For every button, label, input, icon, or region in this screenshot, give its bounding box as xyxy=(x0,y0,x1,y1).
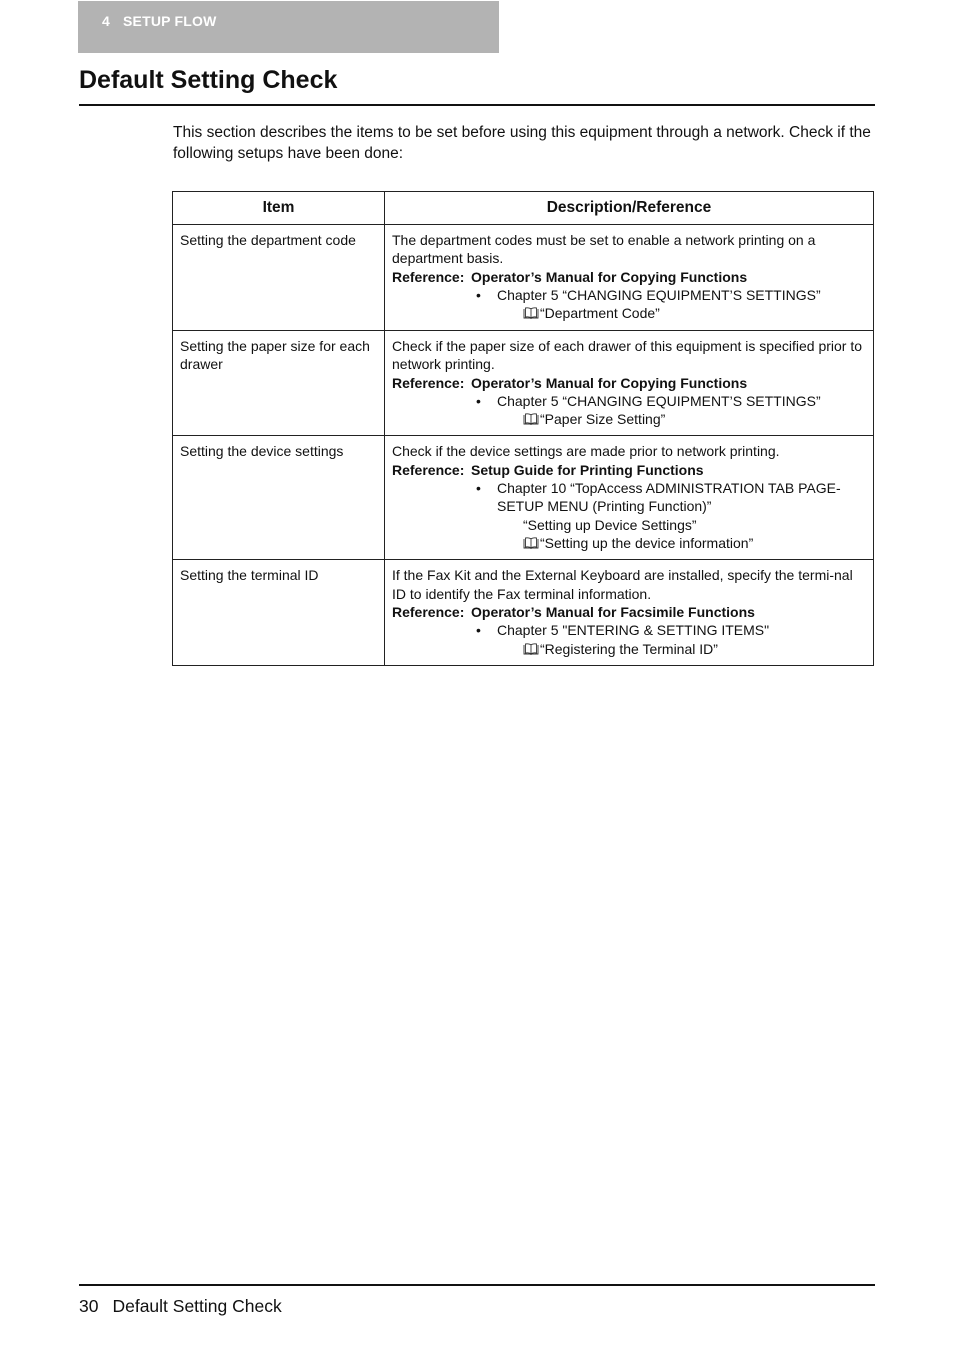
reference-section-title: “Paper Size Setting” xyxy=(540,411,666,428)
reference-section xyxy=(392,410,865,428)
reference-label: Reference: xyxy=(392,374,465,391)
row-description-cell xyxy=(385,436,874,560)
bullet-icon: • xyxy=(476,480,481,497)
book-icon xyxy=(523,643,539,655)
bullet-icon: • xyxy=(476,622,481,639)
table-row-terminal-id xyxy=(173,560,874,665)
intro-paragraph: This section describes the items to be set before using this equipment through a network. Check if the following setups have been done: xyxy=(173,124,871,162)
reference-section xyxy=(392,640,865,658)
reference-bullet xyxy=(392,479,865,516)
reference-line xyxy=(392,268,865,286)
page-title: Default Setting Check xyxy=(79,66,338,94)
reference-label: Reference: xyxy=(392,604,465,621)
row-item: Setting the device settings xyxy=(173,436,385,560)
reference-bullet xyxy=(392,286,865,304)
reference-subsection-title: “Setting up Device Settings” xyxy=(523,516,697,533)
reference-section xyxy=(392,534,865,552)
row-description: Check if the paper size of each drawer of this equipment is specified prior to network printing. xyxy=(392,338,863,373)
reference-section-title: “Department Code” xyxy=(540,305,660,322)
reference-section-title: “Setting up the device information” xyxy=(540,534,754,551)
reference-manual: Setup Guide for Printing Functions xyxy=(471,461,704,478)
row-description-cell xyxy=(385,225,874,331)
book-icon xyxy=(523,307,539,319)
reference-label: Reference: xyxy=(392,268,465,285)
reference-section-title: “Registering the Terminal ID” xyxy=(540,640,718,657)
reference-manual: Operator’s Manual for Facsimile Functions xyxy=(471,604,755,621)
page-footer xyxy=(79,1296,282,1317)
chapter-header-tab xyxy=(78,1,499,53)
table-row-paper-size xyxy=(173,331,874,436)
settings-table xyxy=(172,191,874,666)
reference-label: Reference: xyxy=(392,461,465,478)
reference-chapter: Chapter 5 "ENTERING & SETTING ITEMS" xyxy=(497,622,770,639)
reference-chapter: Chapter 5 “CHANGING EQUIPMENT’S SETTINGS” xyxy=(497,392,821,409)
row-description: Check if the device settings are made prior to network printing. xyxy=(392,443,780,460)
reference-bullet xyxy=(392,392,865,410)
row-description: The department codes must be set to enable a network printing on a department basis. xyxy=(392,232,816,267)
reference-line xyxy=(392,461,865,479)
header-description: Description/Reference xyxy=(385,192,874,225)
title-divider xyxy=(79,104,875,106)
reference-section xyxy=(392,304,865,322)
row-item: Setting the paper size for each drawer xyxy=(173,331,385,436)
bullet-icon: • xyxy=(476,392,481,409)
footer-section-title: Default Setting Check xyxy=(112,1296,282,1316)
reference-subsection xyxy=(392,516,865,534)
reference-line xyxy=(392,603,865,621)
reference-line xyxy=(392,374,865,392)
row-item: Setting the department code xyxy=(173,225,385,331)
book-icon xyxy=(523,413,539,425)
book-icon xyxy=(523,537,539,549)
row-item: Setting the terminal ID xyxy=(173,560,385,665)
row-description-cell xyxy=(385,560,874,665)
chapter-number: 4 xyxy=(102,13,110,29)
reference-chapter: Chapter 10 “TopAccess ADMINISTRATION TAB PAGE-SETUP MENU (Printing Function)” xyxy=(497,480,841,515)
table-header-row xyxy=(173,192,874,225)
bullet-icon: • xyxy=(476,286,481,303)
table-row-device-settings xyxy=(173,436,874,560)
table-row-department-code xyxy=(173,225,874,331)
reference-manual: Operator’s Manual for Copying Functions xyxy=(471,268,748,285)
reference-manual: Operator’s Manual for Copying Functions xyxy=(471,374,748,391)
header-item: Item xyxy=(173,192,385,225)
reference-bullet xyxy=(392,621,865,639)
page-number: 30 xyxy=(79,1296,99,1316)
row-description: If the Fax Kit and the External Keyboard are installed, specify the termi-nal ID to identify the Fax terminal information. xyxy=(392,567,853,602)
row-description-cell xyxy=(385,331,874,436)
reference-chapter: Chapter 5 “CHANGING EQUIPMENT’S SETTINGS” xyxy=(497,286,821,303)
chapter-title: SETUP FLOW xyxy=(123,13,217,29)
footer-divider xyxy=(79,1284,875,1286)
